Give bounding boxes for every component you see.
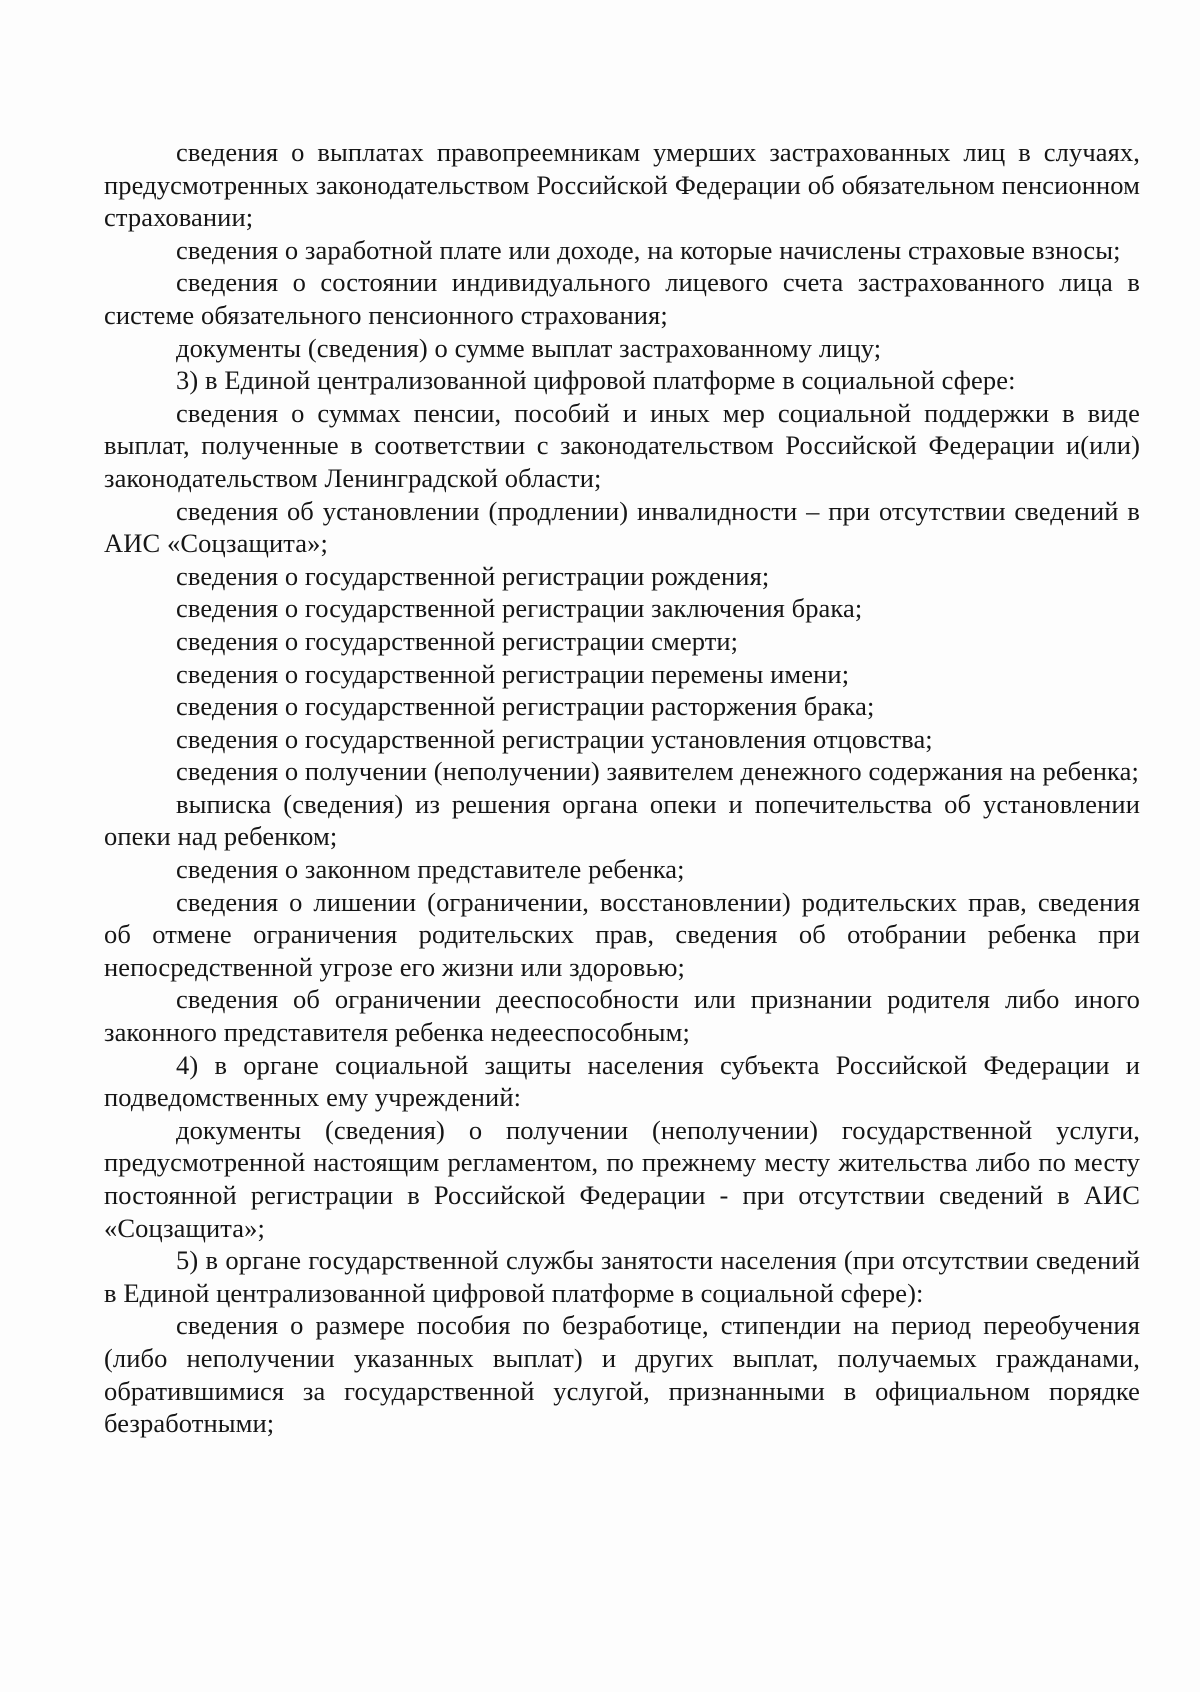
document-body <box>104 136 1140 1440</box>
paragraph: сведения об ограничении дееспособности или признании родителя либо иного законного представителя ребенка недееспособным; <box>104 984 1140 1048</box>
paragraph: сведения о выплатах правопреемникам умерших застрахованных лиц в случаях, предусмотренных законодательством Российской Федерации об обязательном пенсионном страховании; <box>104 137 1140 233</box>
paragraph: сведения об установлении (продлении) инвалидности – при отсутствии сведений в АИС «Соцзащита»; <box>104 495 1140 559</box>
paragraph: сведения о получении (неполучении) заявителем денежного содержания на ребенка; <box>176 756 1139 787</box>
paragraph: сведения о государственной регистрации перемены имени; <box>176 658 850 689</box>
paragraph: сведения о состоянии индивидуального лицевого счета застрахованного лица в системе обязательного пенсионного страхования; <box>104 267 1140 330</box>
paragraph: сведения о государственной регистрации заключения брака; <box>176 593 863 624</box>
paragraph: выписка (сведения) из решения органа опеки и попечительства об установлении опеки над ребенком; <box>104 788 1140 852</box>
paragraph: документы (сведения) о получении (неполучении) государственной услуги, предусмотренной настоящим регламентом, по прежнему месту жительства либо по месту постоянной регистрации в Российской Федерации - при отсутствии сведений в АИС «Соцзащита»; <box>104 1114 1140 1243</box>
list-item-heading: 4) в органе социальной защиты населения субъекта Российской Федерации и подведомственных ему учреждений: <box>104 1049 1140 1113</box>
paragraph: сведения о государственной регистрации расторжения брака; <box>176 691 875 722</box>
paragraph: сведения о заработной плате или доходе, на которые начислены страховые взносы; <box>176 234 1121 265</box>
paragraph: сведения о лишении (ограничении, восстановлении) родительских прав, сведения об отмене ограничения родительских прав, сведения об отобрании ребенка при непосредственной угрозе его жизни или здоровью; <box>104 886 1140 982</box>
paragraph: сведения о размере пособия по безработице, стипендии на период переобучения (либо неполучении указанных выплат) и других выплат, получаемых гражданами, обратившимися за государственной услугой, признанными в официальном порядке безработными; <box>104 1310 1140 1439</box>
paragraph: сведения о государственной регистрации рождения; <box>176 560 770 591</box>
paragraph: документы (сведения) о сумме выплат застрахованному лицу; <box>176 332 882 363</box>
paragraph: сведения о государственной регистрации установления отцовства; <box>176 723 933 754</box>
paragraph: сведения о государственной регистрации смерти; <box>176 625 739 656</box>
list-item-heading: 3) в Единой централизованной цифровой платформе в социальной сфере: <box>176 365 1016 396</box>
paragraph: сведения о суммах пенсии, пособий и иных мер социальной поддержки в виде выплат, полученные в соответствии с законодательством Российской Федерации и(или) законодательством Ленинградской области; <box>104 397 1140 493</box>
list-item-heading: 5) в органе государственной службы занятости населения (при отсутствии сведений в Единой централизованной цифровой платформе в социальной сфере): <box>104 1245 1140 1308</box>
paragraph: сведения о законном представителе ребенка; <box>176 854 685 885</box>
